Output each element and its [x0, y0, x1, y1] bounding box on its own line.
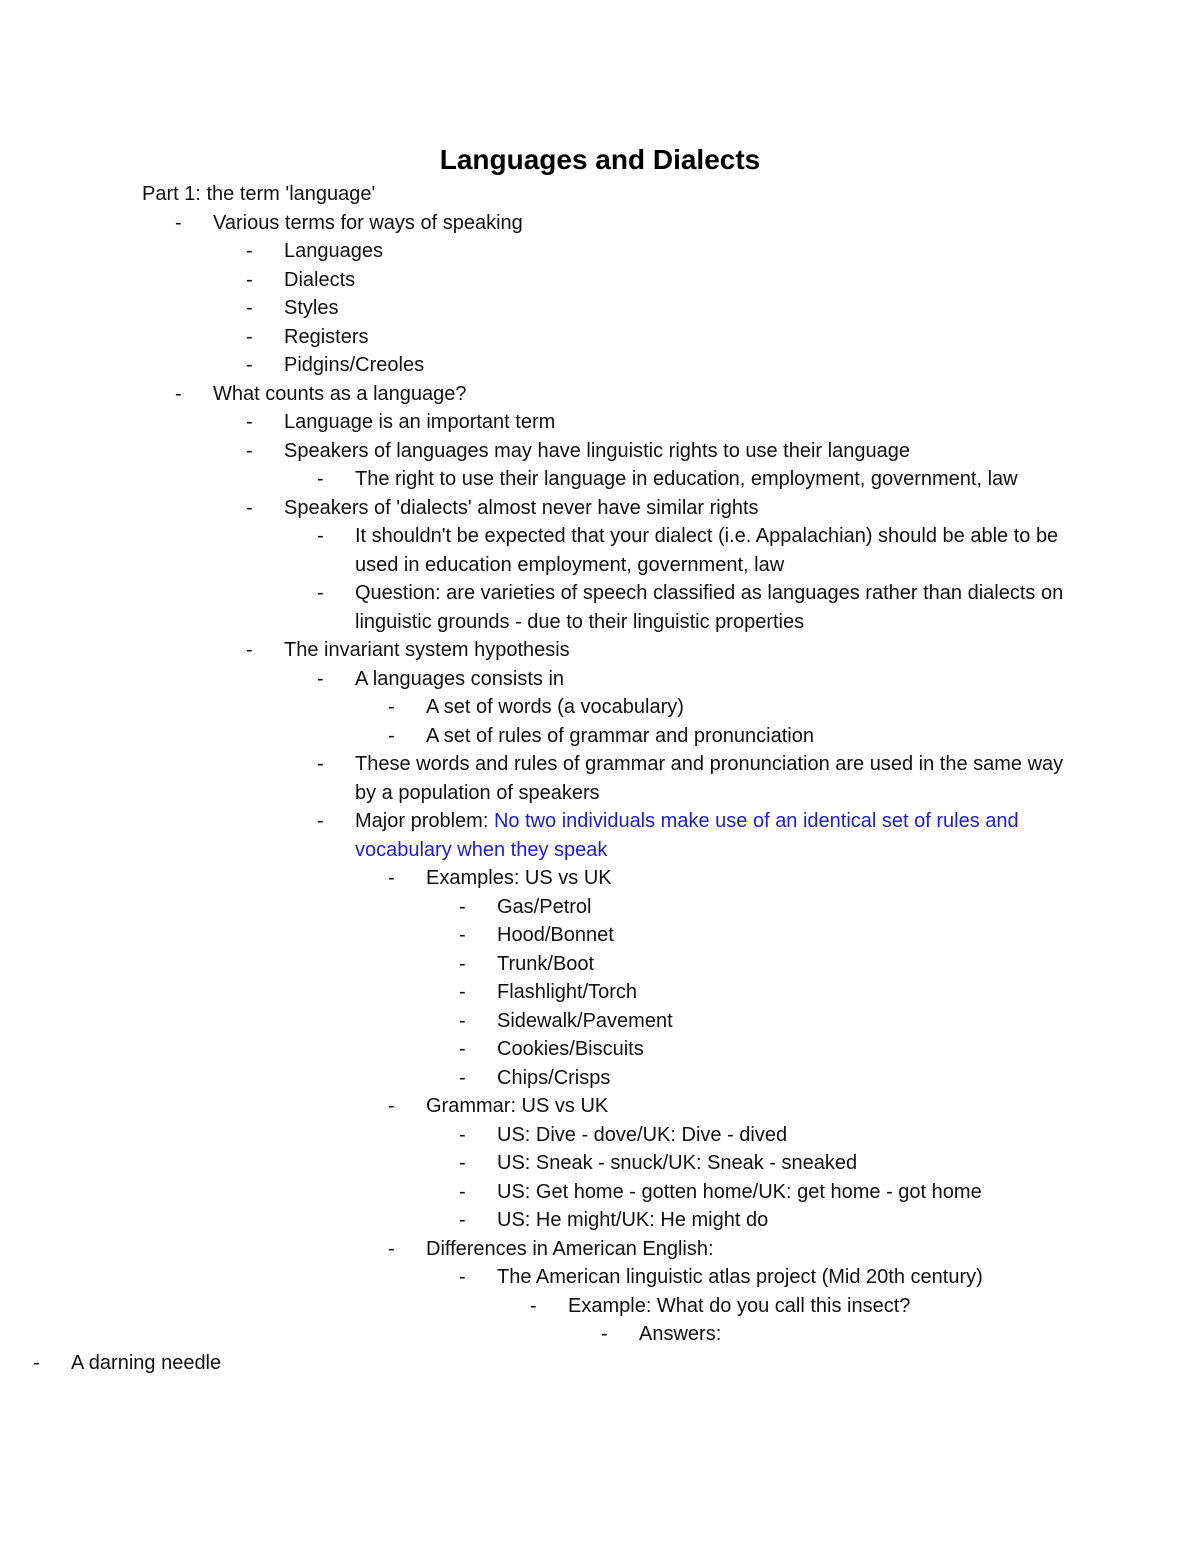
- outline-item-label: Speakers of languages may have linguistic rights to use their language: [284, 439, 910, 462]
- outline-item-label: Question: are varieties of speech classified as languages rather than dialects on linguistic grounds - due to their linguistic properties: [355, 582, 1069, 633]
- outline-item-text: [497, 1035, 1097, 1064]
- outline-item: [213, 323, 1200, 352]
- outline-item: [426, 1149, 1200, 1178]
- outline-item: [426, 921, 1200, 950]
- bullet-dash: -: [459, 1038, 466, 1060]
- outline-item: [426, 978, 1200, 1007]
- bullet-dash: -: [246, 325, 253, 348]
- outline-item-label: Flashlight/Torch: [497, 981, 638, 1003]
- bullet-dash: -: [388, 696, 395, 718]
- outline-item-text: [284, 636, 1104, 665]
- bullet-dash: -: [388, 724, 395, 747]
- outline-item-label: A languages consists in: [355, 667, 565, 690]
- outline-item-label: US: Sneak - snuck/UK: Sneak - sneaked: [497, 1152, 858, 1174]
- outline-item-label: Various terms for ways of speaking: [213, 211, 523, 234]
- outline-item-label: Styles: [284, 297, 339, 319]
- bullet-outline: [0, 209, 1200, 1378]
- outline-item-text: [497, 1121, 1097, 1150]
- outline-item: [426, 950, 1200, 979]
- outline-item: [284, 665, 1200, 694]
- outline-item-text: [497, 1178, 1097, 1207]
- bullet-dash: -: [530, 1294, 537, 1317]
- outline-item-label: It shouldn't be expected that your dialect (i.e. Appalachian) should be able to be used in education employment, government, law: [355, 525, 1064, 576]
- outline-item: [213, 237, 1200, 266]
- bullet-dash: -: [246, 240, 253, 262]
- outline-item-text: [284, 351, 1104, 380]
- outline-item-text: [284, 494, 1104, 523]
- outline-item-label: Language is an important term: [284, 411, 556, 433]
- outline-item-label: US: Dive - dove/UK: Dive - dived: [497, 1123, 788, 1146]
- outline-item-text: [497, 921, 1097, 950]
- bullet-dash: -: [459, 1066, 466, 1089]
- bullet-dash: -: [317, 810, 324, 832]
- outline-item-text: [213, 380, 1113, 409]
- outline-item: [426, 893, 1200, 922]
- bullet-dash: -: [459, 1123, 466, 1146]
- outline-item: [284, 579, 1200, 636]
- outline-item: [284, 807, 1200, 864]
- outline-item: [0, 1349, 1200, 1378]
- outline-item-text: [497, 1149, 1097, 1178]
- outline-item: [426, 1121, 1200, 1150]
- outline-item-label: Answers:: [639, 1323, 722, 1345]
- outline-item-label: These words and rules of grammar and pronunciation are used in the same way by a population of speakers: [355, 753, 1069, 804]
- outline-item-text: [355, 807, 1065, 864]
- outline-item: [213, 636, 1200, 665]
- outline-item-label: A darning needle: [71, 1351, 222, 1374]
- outline-item-text: [426, 864, 1106, 893]
- outline-item: [284, 522, 1200, 579]
- outline-item: [142, 209, 1200, 238]
- outline-item-label: The right to use their language in education, employment, government, law: [355, 468, 1018, 490]
- outline-item: [213, 351, 1200, 380]
- bullet-dash: -: [317, 753, 324, 775]
- outline-item-text: [426, 693, 1106, 722]
- bullet-dash: -: [388, 1237, 395, 1260]
- bullet-dash: -: [459, 952, 466, 975]
- outline-item-label: A set of words (a vocabulary): [426, 696, 684, 718]
- bullet-dash: -: [246, 354, 253, 376]
- outline-item: [142, 380, 1200, 409]
- bullet-dash: -: [459, 1180, 466, 1203]
- outline-item-text: [284, 437, 1104, 466]
- bullet-dash: -: [601, 1323, 608, 1345]
- bullet-dash: -: [246, 297, 253, 319]
- outline-item-label: Speakers of 'dialects' almost never have similar rights: [284, 496, 759, 519]
- outline-item: [213, 266, 1200, 295]
- outline-item-label: Registers: [284, 325, 369, 348]
- outline-item-label: Differences in American English:: [426, 1237, 714, 1260]
- outline-item: [284, 750, 1200, 807]
- outline-item-text: [426, 1092, 1106, 1121]
- outline-item: [213, 437, 1200, 466]
- outline-item-text: [284, 266, 1104, 295]
- bullet-dash: -: [388, 867, 395, 889]
- outline-item-label: Sidewalk/Pavement: [497, 1009, 673, 1032]
- outline-item-text: [284, 294, 1104, 323]
- bullet-dash: -: [246, 439, 253, 462]
- outline-item-label: US: Get home - gotten home/UK: get home - got home: [497, 1180, 982, 1203]
- bullet-dash: -: [317, 525, 324, 547]
- bullet-dash: -: [459, 1209, 466, 1231]
- outline-item: [568, 1320, 1200, 1349]
- outline-item-text: [497, 1206, 1097, 1235]
- outline-item: [355, 864, 1200, 893]
- outline-item-text: [284, 408, 1104, 437]
- document-title: Languages and Dialects: [439, 144, 761, 175]
- outline-item-label: Gas/Petrol: [497, 895, 592, 918]
- bullet-dash: -: [246, 268, 253, 291]
- outline-item: [426, 1064, 1200, 1093]
- outline-item: [355, 1092, 1200, 1121]
- outline-item-text: [355, 522, 1065, 579]
- bullet-dash: -: [33, 1351, 40, 1374]
- outline-item-text: [284, 237, 1104, 266]
- outline-item-text: [497, 893, 1097, 922]
- outline-item-text: [355, 579, 1069, 636]
- bullet-dash: -: [459, 1009, 466, 1032]
- bullet-dash: -: [317, 582, 324, 604]
- outline-item: [426, 1035, 1200, 1064]
- outline-item-text: [355, 665, 1065, 694]
- bullet-dash: -: [175, 382, 182, 405]
- outline-item-label: Example: What do you call this insect?: [568, 1294, 911, 1317]
- outline-item-label: The invariant system hypothesis: [284, 639, 570, 661]
- outline-item-text: [71, 1349, 221, 1378]
- outline-item-label: Languages: [284, 240, 383, 262]
- bullet-dash: -: [459, 895, 466, 918]
- outline-item: [426, 1263, 1200, 1292]
- outline-item-label: Cookies/Biscuits: [497, 1038, 644, 1060]
- outline-item-label: Grammar: US vs UK: [426, 1095, 609, 1117]
- outline-item: [213, 494, 1200, 523]
- outline-item-label: Examples: US vs UK: [426, 867, 612, 889]
- bullet-dash: -: [317, 468, 324, 490]
- outline-item-label: Hood/Bonnet: [497, 924, 614, 946]
- outline-item-text: [497, 1064, 1097, 1093]
- outline-item-label: Major problem:: [355, 810, 494, 832]
- bullet-dash: -: [459, 981, 466, 1003]
- outline-item-text: [355, 465, 1065, 494]
- outline-item-text: [426, 1235, 1106, 1264]
- outline-item: [355, 1235, 1200, 1264]
- outline-item-text: [284, 323, 1104, 352]
- outline-item-text: [497, 950, 1097, 979]
- outline-item-label: The American linguistic atlas project (Mid 20th century): [497, 1266, 983, 1288]
- outline-item: [213, 408, 1200, 437]
- outline-item: [426, 1007, 1200, 1036]
- part-heading: Part 1: the term 'language': [142, 183, 376, 205]
- bullet-dash: -: [317, 667, 324, 690]
- outline-item-text: [497, 978, 1097, 1007]
- outline-item: [426, 1206, 1200, 1235]
- outline-item: [426, 1178, 1200, 1207]
- bullet-dash: -: [246, 496, 253, 519]
- bullet-dash: -: [459, 1266, 466, 1288]
- outline-item-label: Dialects: [284, 268, 356, 291]
- outline-item: [497, 1292, 1200, 1321]
- outline-item: [284, 465, 1200, 494]
- outline-item: [213, 294, 1200, 323]
- outline-item-text: [639, 1320, 1139, 1349]
- outline-item: [355, 693, 1200, 722]
- outline-item-text: [497, 1263, 1097, 1292]
- outline-item-label: US: He might/UK: He might do: [497, 1209, 769, 1231]
- outline-item-label: Chips/Crisps: [497, 1066, 611, 1089]
- highlighted-text: No two individuals make use of an identical set of rules and vocabulary when they speak: [355, 810, 1025, 861]
- outline-item-label: Trunk/Boot: [497, 952, 595, 975]
- bullet-dash: -: [459, 924, 466, 946]
- bullet-dash: -: [388, 1095, 395, 1117]
- outline-item-label: Pidgins/Creoles: [284, 354, 425, 376]
- bullet-dash: -: [246, 411, 253, 433]
- outline-item-label: A set of rules of grammar and pronunciation: [426, 724, 814, 747]
- outline-item-text: [497, 1007, 1097, 1036]
- bullet-dash: -: [175, 211, 182, 234]
- outline-item-label: What counts as a language?: [213, 382, 467, 405]
- outline-item-text: [568, 1292, 1128, 1321]
- bullet-dash: -: [246, 639, 253, 661]
- bullet-dash: -: [459, 1152, 466, 1174]
- outline-item-text: [426, 722, 1106, 751]
- outline-item-text: [355, 750, 1069, 807]
- outline-item: [355, 722, 1200, 751]
- outline-item-text: [213, 209, 1113, 238]
